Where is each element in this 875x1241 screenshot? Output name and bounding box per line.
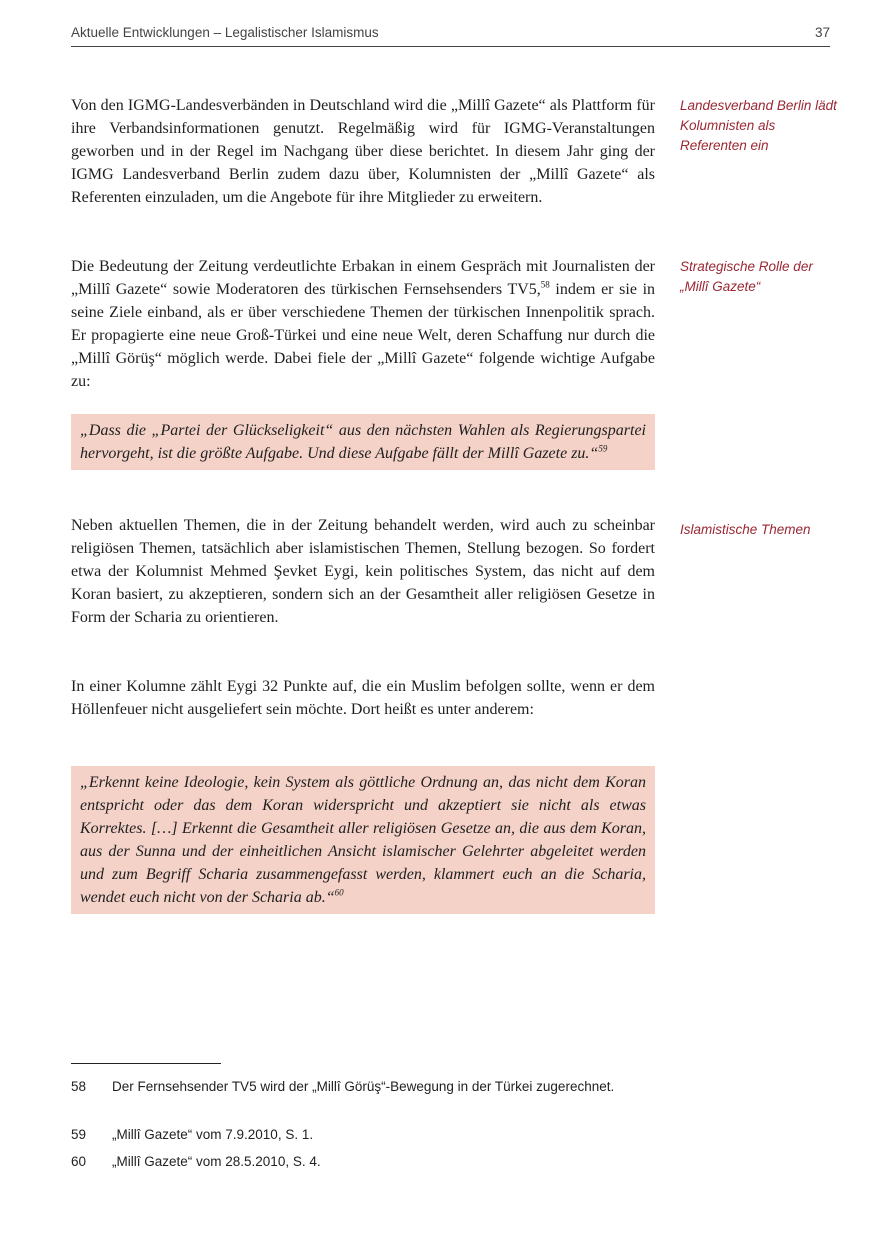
footnote-58 <box>71 1077 655 1097</box>
footnote-text: „Millî Gazete“ vom 7.9.2010, S. 1. <box>112 1127 314 1142</box>
paragraph-kolumne-eygi: In einer Kolumne zählt Eygi 32 Punkte auf, die ein Muslim befolgen sollte, wenn er dem Höllenfeuer nicht ausgeliefert sein möchte. Dort heißt es unter anderem: <box>71 678 655 718</box>
margin-note-islamistische-themen: Islamistische Themen <box>680 522 811 537</box>
paragraph-islamistische-themen: Neben aktuellen Themen, die in der Zeitung behandelt werden, wird auch zu scheinbar religiösen Themen, tatsächlich aber islamistischen Themen, Stellung bezogen. So fordert etwa der Kolumnist Mehmed Şevket Eygi, kein politisches System, das nicht auf dem Koran basiert, zu akzeptieren, sondern sich an der Gesamtheit aller religiösen Gesetze in Form der Scharia zu orientieren. <box>71 517 655 626</box>
paragraph-bedeutung-part2: indem er sie in seine Ziele einband, als er über verschiedene Themen der türkischen Innenpolitik sprach. Er propagierte eine neue Groß-Türkei und eine neue Welt, deren Schaffung nur durch die „Millî Görüş“ möglich werde. Dabei fiele der „Millî Gazete“ folgende wichtige Aufgabe zu: <box>71 281 656 390</box>
footnote-separator <box>71 1063 221 1064</box>
blockquote-erbakan <box>71 414 655 470</box>
footnote-ref-59[interactable]: 59 <box>598 443 608 454</box>
footnote-text: Der Fernsehsender TV5 wird der „Millî Görüş“-Bewegung in der Türkei zugerechnet. <box>112 1079 615 1094</box>
blockquote-eygi-text: „Erkennt keine Ideologie, kein System als göttliche Ordnung an, das nicht dem Koran entspricht oder das dem Koran widerspricht und akzeptiert sie nicht als etwas Korrektes. […] Erkennt die Gesamtheit aller religiösen Gesetze an, die aus dem Koran, aus der Sunna und der einheitlichen Ansicht islamischer Gelehrter abgeleitet werden und zum Begriff Scharia zusammengefasst werden, klammert euch an die Scharia, wendet euch nicht von der Scharia ab.“ <box>80 774 646 906</box>
paragraph-bedeutung-der-zeitung <box>71 255 655 393</box>
footnote-text: „Millî Gazete“ vom 28.5.2010, S. 4. <box>112 1154 321 1169</box>
footnote-number: 58 <box>71 1079 87 1094</box>
margin-note-landesverband-berlin: Landesverband Berlin lädt Kolumnisten als Referenten ein <box>680 98 837 153</box>
running-header-title: Aktuelle Entwicklungen – Legalistischer Islamismus <box>71 25 379 40</box>
footnote-number: 59 <box>71 1127 87 1142</box>
blockquote-eygi <box>71 766 655 914</box>
footnote-ref-60[interactable]: 60 <box>334 887 344 898</box>
running-header <box>71 20 830 47</box>
footnote-59 <box>71 1125 655 1145</box>
margin-note-strategische-rolle: Strategische Rolle der „Millî Gazete“ <box>680 259 813 294</box>
paragraph-igmg-landesverbaende: Von den IGMG-Landesverbänden in Deutschland wird die „Millî Gazete“ als Plattform für ihre Verbandsinformationen genutzt. Regelmäßig wird für IGMG-Veranstaltungen geworben und in der Regel im Nachgang über diese berichtet. In diesem Jahr ging der IGMG Landesverband Berlin zudem dazu über, Kolumnisten der „Millî Gazete“ als Referenten einzuladen, um die Angebote für ihre Mitglieder zu erweitern. <box>71 97 655 206</box>
footnote-ref-58[interactable]: 58 <box>540 279 550 290</box>
blockquote-erbakan-text: „Dass die „Partei der Glückseligkeit“ aus den nächsten Wahlen als Regierungspartei hervorgeht, ist die größte Aufgabe. Und diese Aufgabe fällt der Millî Gazete zu.“ <box>80 422 646 462</box>
paragraph-bedeutung-part1: Die Bedeutung der Zeitung verdeutlichte Erbakan in einem Gespräch mit Journalisten der „Millî Gazete“ sowie Moderatoren des türkischen Fernsehsenders TV5, <box>71 258 655 298</box>
footnote-number: 60 <box>71 1154 87 1169</box>
footnote-60 <box>71 1152 655 1172</box>
page-number: 37 <box>814 25 830 40</box>
